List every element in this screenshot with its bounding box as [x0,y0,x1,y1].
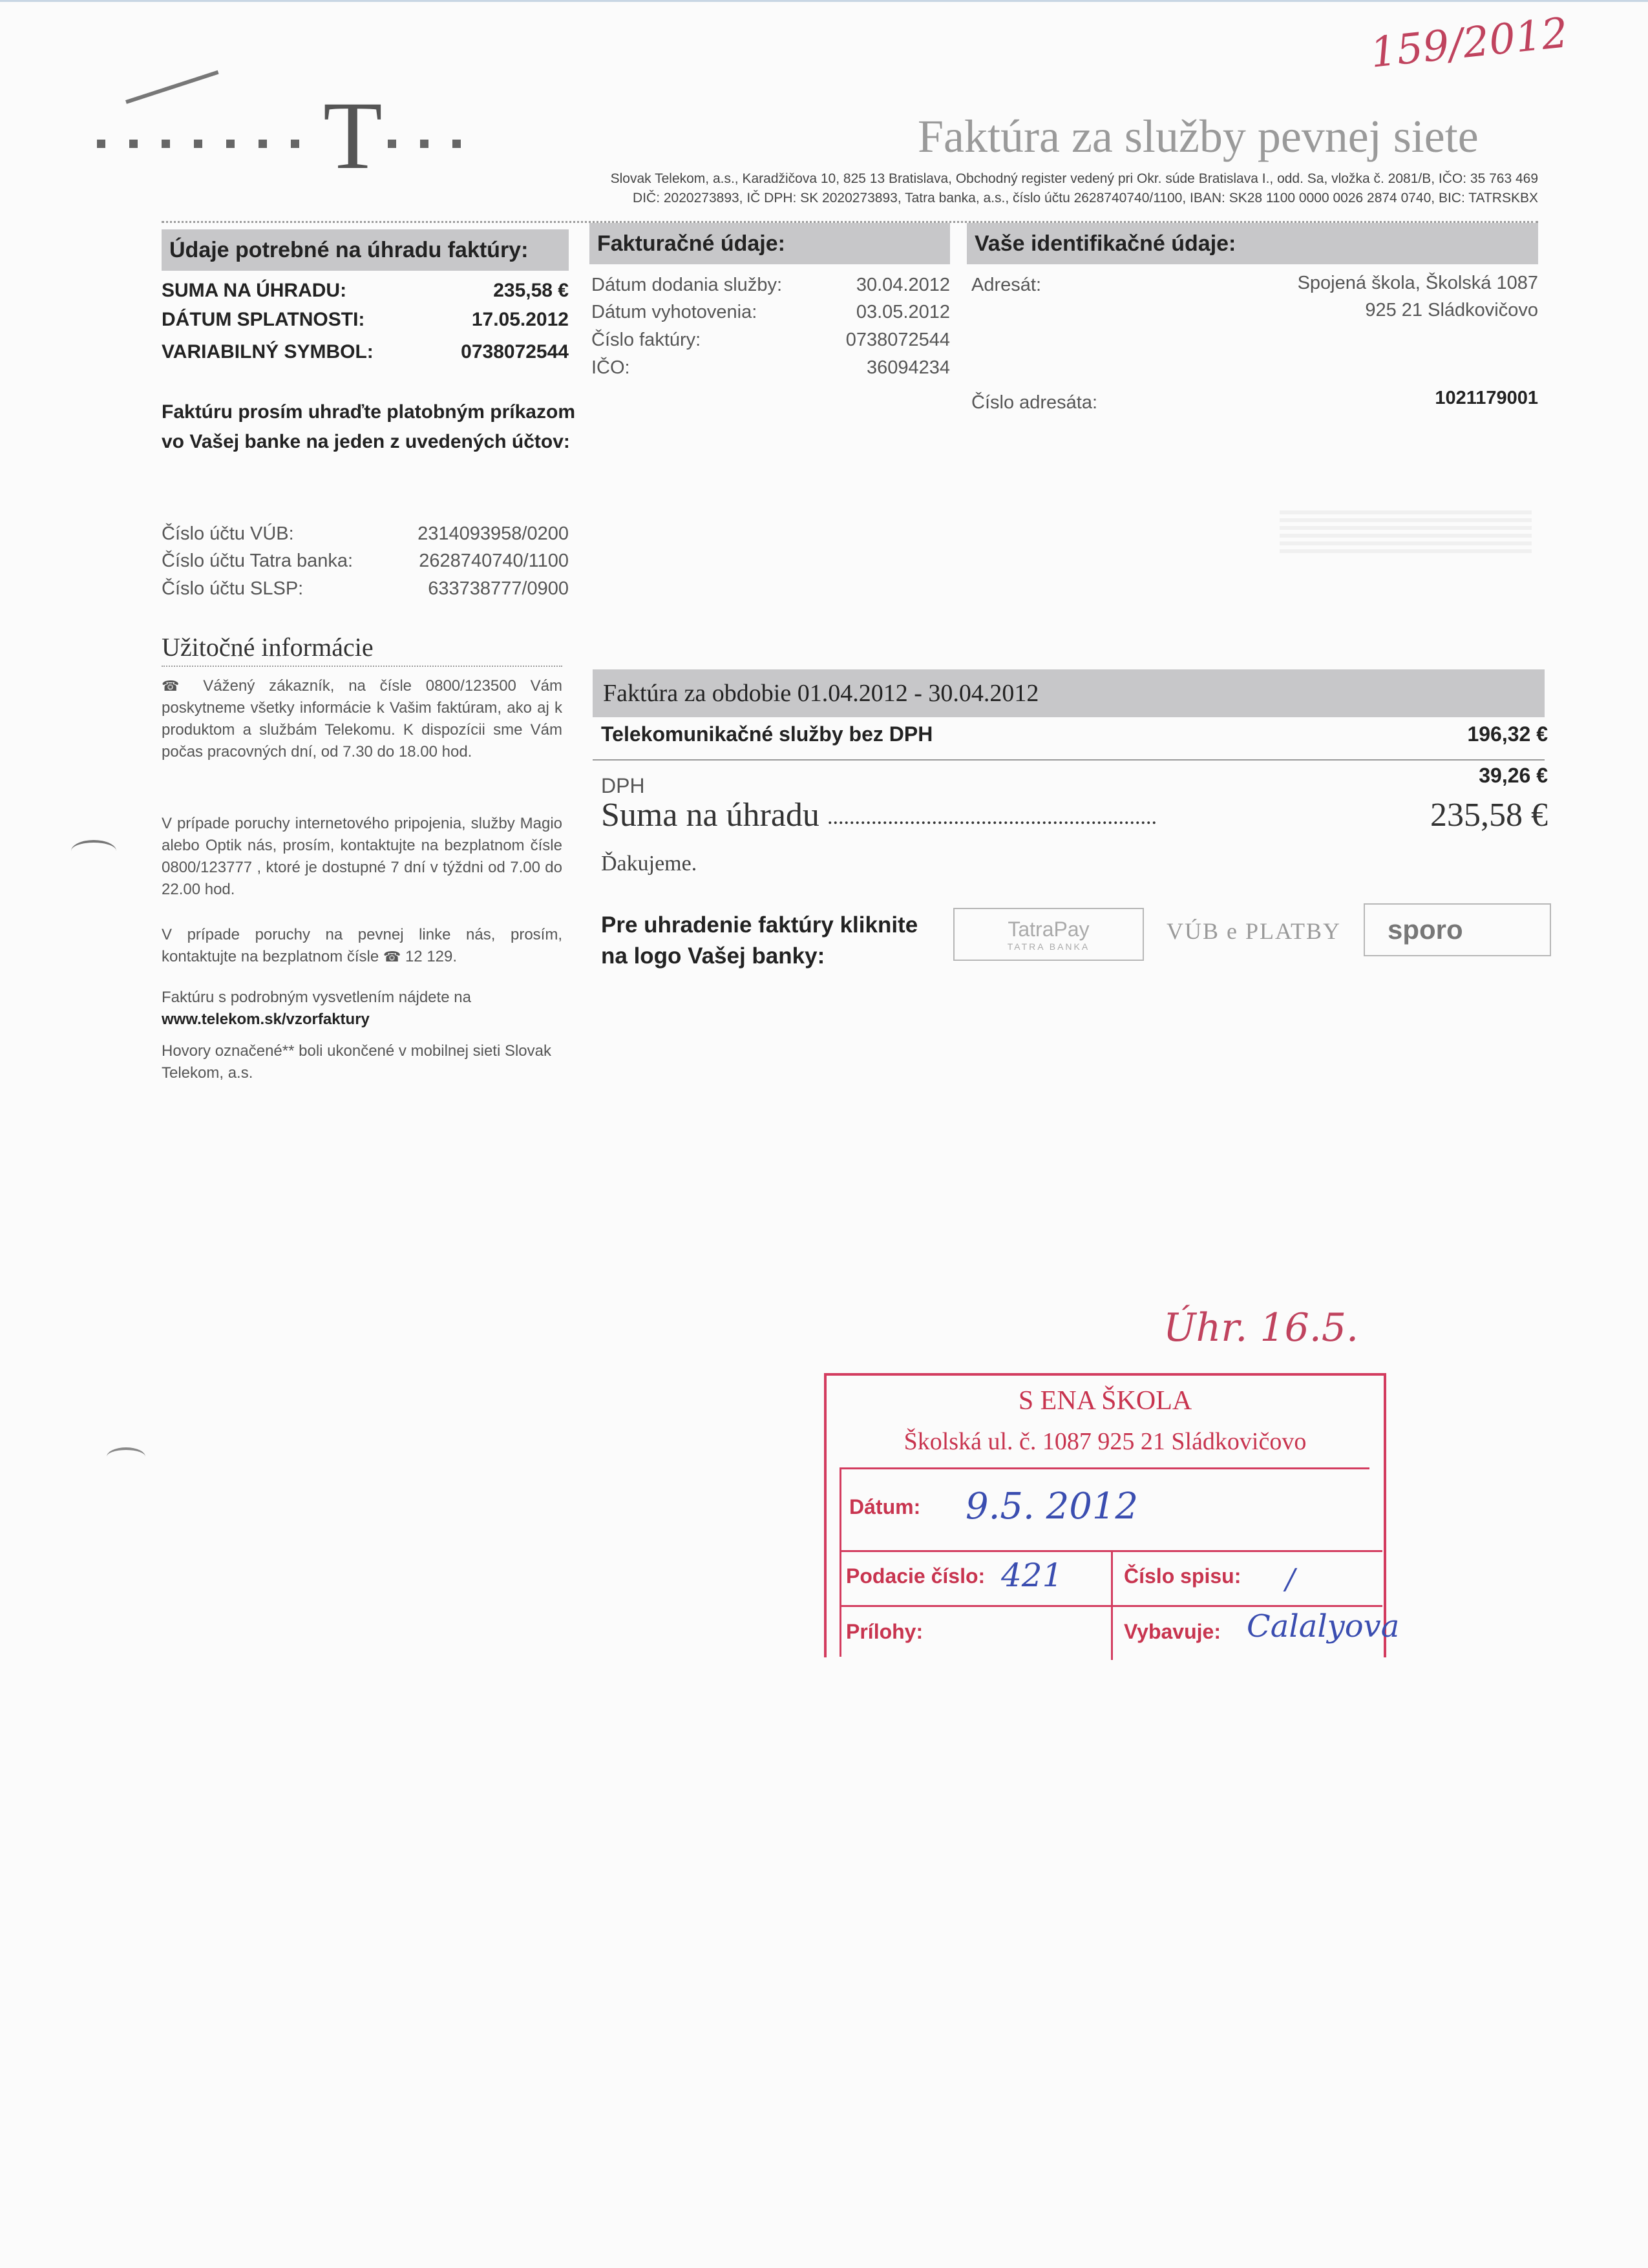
identification-header: Vaše identifikačné údaje: [967,223,1538,264]
punch-hole-mark [107,1447,145,1466]
total-row: Suma na úhradu ............................................................ 235,58 € [601,797,1548,834]
pay-online-text: Pre uhradenie faktúry kliknite na logo Vašej banky: [601,912,918,969]
info-header: Užitočné informácie [162,633,374,662]
payment-instruction: Faktúru prosím uhraďte platobným príkazom vo Vašej banke na jeden z uvedených účtov: [162,401,575,452]
handwritten-note: Úhr. 16.5. [1163,1305,1359,1350]
stamp-prilohy-label: Prílohy: [846,1620,924,1643]
billing-row: Dátum dodania služby: 30.04.2012 [591,275,950,295]
phone-icon: ☎ [162,678,189,694]
telekom-logo: T [0,0,491,194]
handwritten-reference: 159/2012 [1368,9,1570,78]
faint-scan-mark [1280,510,1532,556]
info-divider [162,666,562,667]
vat-row: DPH 39,26 € [601,764,1548,797]
billing-row: Dátum vyhotovenia: 03.05.2012 [591,302,950,322]
services-row: Telekomunikačné služby bez DPH 196,32 € [601,722,1548,746]
tatrapay-button[interactable]: TatraPay TATRA BANKA [953,908,1144,961]
addressee-label: Adresát: [971,275,1041,295]
stamp-vybavuje-label: Vybavuje: [1124,1620,1221,1643]
company-info: Slovak Telekom, a.s., Karadžičova 10, 825 13 Bratislava, Obchodný register vedený pri Okr. súde Bratislava I., odd. Sa, vložka č. 2081/B, IČO: 35 763 469 DIČ: 2020273893, IČ DPH: SK 2020273893, Tatra banka, a.s., číslo účtu 2628740740/1100, IBAN: SK28 1100 0000 0026 2874 0740, BIC: TATRSKBX [610,171,1538,205]
stamp-school-name: S ENA ŠKOLA [1018,1386,1192,1416]
addressee-number: 1021179001 [1435,388,1538,408]
payment-row: SUMA NA ÚHRADU: 235,58 € [162,280,569,301]
info-paragraph: Faktúru s podrobným vysvetlením nájdete na www.telekom.sk/vzorfaktury [162,987,562,1031]
registry-stamp [824,1373,1400,1657]
billing-row: IČO: 36094234 [591,357,950,378]
stamp-spis-value: / [1285,1563,1295,1596]
summary-divider [593,759,1545,761]
info-paragraph: ☎ Vážený zákazník, na čísle 0800/123500 Vám poskytneme všetky informácie k Vašim faktúram, ako aj k produktom a službám Telekomu. K dispozícii sme Vám počas pracovných dní, od 7.30 do 18.00 hod. [162,677,563,761]
period-header: Faktúra za obdobie 01.04.2012 - 30.04.2012 [593,669,1545,717]
payment-header: Údaje potrebné na úhradu faktúry: [162,229,569,271]
sporopay-button[interactable]: sporo [1364,903,1551,956]
addressee-number-label: Číslo adresáta: [971,392,1098,413]
phone-icon: ☎ [383,949,401,965]
thanks-text: Ďakujeme. [601,852,697,876]
stamp-date-label: Dátum: [849,1495,921,1518]
account-row: Číslo účtu VÚB: 2314093958/0200 [162,523,569,544]
punch-hole-mark [71,840,116,862]
info-paragraph: V prípade poruchy internetového pripojenia, služby Magio alebo Optik nás, prosím, kontaktujte na bezplatnom čísle 0800/123777 , ktoré je dostupné 7 dní v týždni od 7.00 do 22.00 hod. [162,815,562,898]
payment-row: DÁTUM SPLATNOSTI: 17.05.2012 [162,309,569,330]
account-row: Číslo účtu SLSP: 633738777/0900 [162,578,569,599]
info-paragraph: Hovory označené** boli ukončené v mobilnej sieti Slovak Telekom, a.s. [162,1042,551,1082]
stamp-address: Školská ul. č. 1087 925 21 Sládkovičovo [903,1428,1307,1455]
payment-row: VARIABILNÝ SYMBOL: 0738072544 [162,341,569,362]
stamp-podacie-label: Podacie číslo: [846,1564,986,1588]
billing-row: Číslo faktúry: 0738072544 [591,330,950,350]
stamp-podacie-value: 421 [1001,1557,1063,1594]
info-paragraph: V prípade poruchy na pevnej linke nás, prosím, kontaktujte na bezplatnom čísle ☎ 12 129. [162,926,562,965]
vub-eplatby-button[interactable]: VÚB e PLATBY [1167,918,1342,944]
stamp-spis-label: Číslo spisu: [1124,1564,1241,1588]
billing-header: Fakturačné údaje: [589,223,950,264]
stamp-date-value: 9.5. 2012 [966,1486,1139,1528]
account-row: Číslo účtu Tatra banka: 2628740740/1100 [162,551,569,571]
sample-invoice-link[interactable]: www.telekom.sk/vzorfaktury [162,1011,370,1028]
invoice-title: Faktúra za služby pevnej siete [918,110,1479,162]
addressee-address: Spojená škola, Školská 1087 925 21 Sládkovičovo [1297,273,1538,320]
stamp-vybavuje-signature: Calalyova [1247,1608,1400,1644]
